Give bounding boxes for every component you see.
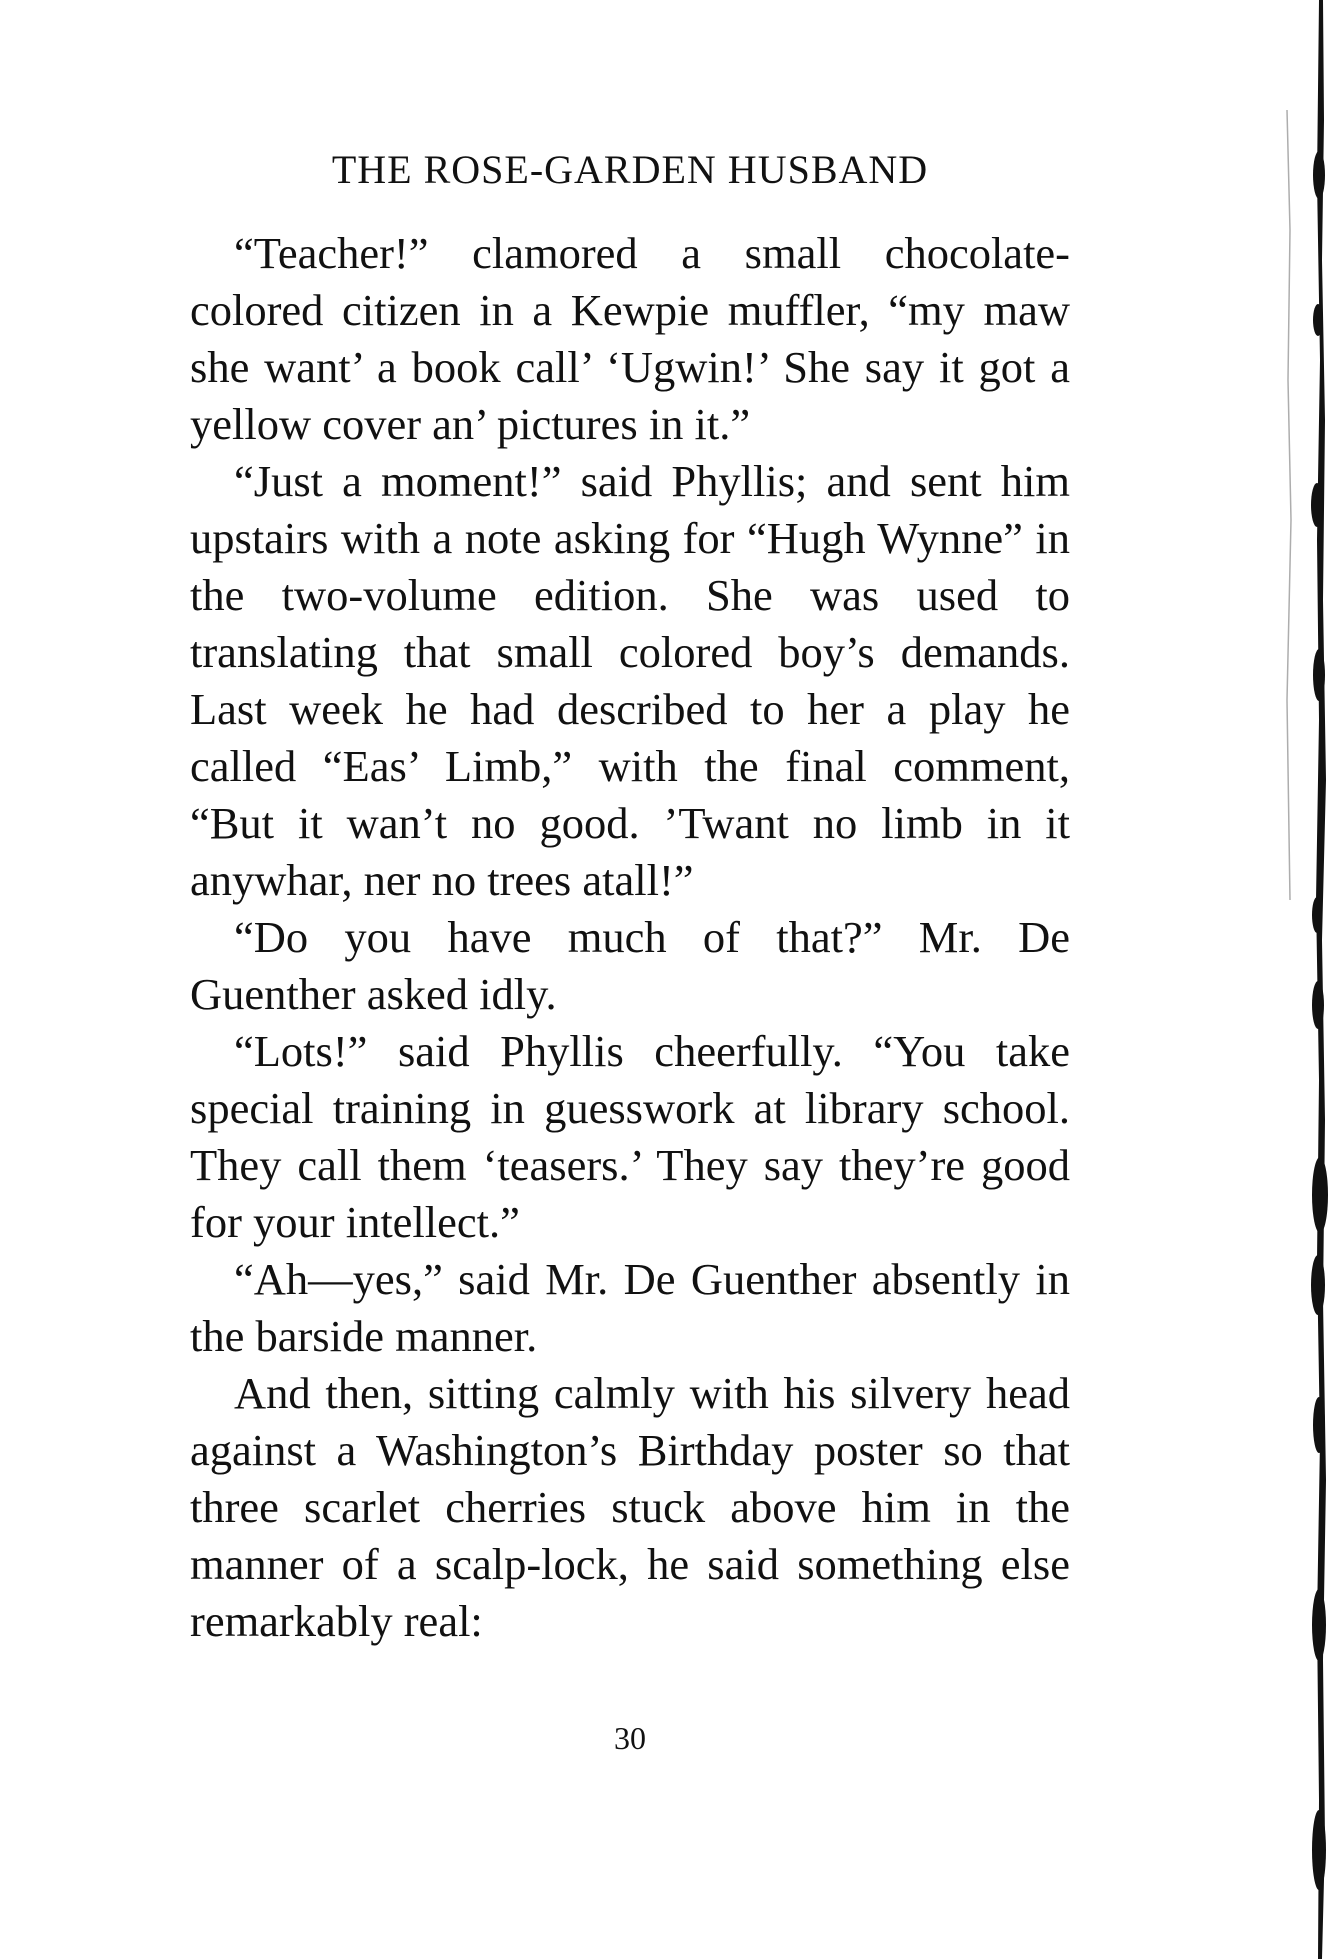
- page-number: 30: [614, 1720, 646, 1756]
- paragraph: “Just a moment!” said Phyllis; and sent him upstairs with a note asking for “Hugh Wynne” in the two-volume edition. She was used to translating that small colored boy’s demands. Last week he had described to her a play he called “Eas’ Limb,” with the final comment, “But it wan’t no good. ’Twant no limb in it anywhar, ner no trees atall!”: [190, 456, 1070, 905]
- paragraph: “Teacher!” clamored a small chocolate-colored citizen in a Kewpie muffler, “my maw she want’ a book call’ ‘Ugwin!’ She say it got a yellow cover an’ pictures in it.”: [190, 228, 1070, 449]
- running-head: THE ROSE-GARDEN HUSBAND: [331, 147, 929, 192]
- body-text: [190, 225, 1070, 1650]
- paragraph: “Do you have much of that?” Mr. De Guenther asked idly.: [190, 912, 1070, 1019]
- paragraph: “Lots!” said Phyllis cheerfully. “You take special training in guesswork at library school. They call them ‘teasers.’ They say they’re good for your intellect.”: [190, 1026, 1070, 1247]
- paragraph: “Ah—yes,” said Mr. De Guenther absently in the barside manner.: [190, 1254, 1070, 1361]
- binding-edge-shadow: [1267, 0, 1337, 1959]
- paragraph: And then, sitting calmly with his silvery head against a Washington’s Birthday poster so that three scarlet cherries stuck above him in the manner of a scalp-lock, he said something else remarkably real:: [190, 1368, 1070, 1646]
